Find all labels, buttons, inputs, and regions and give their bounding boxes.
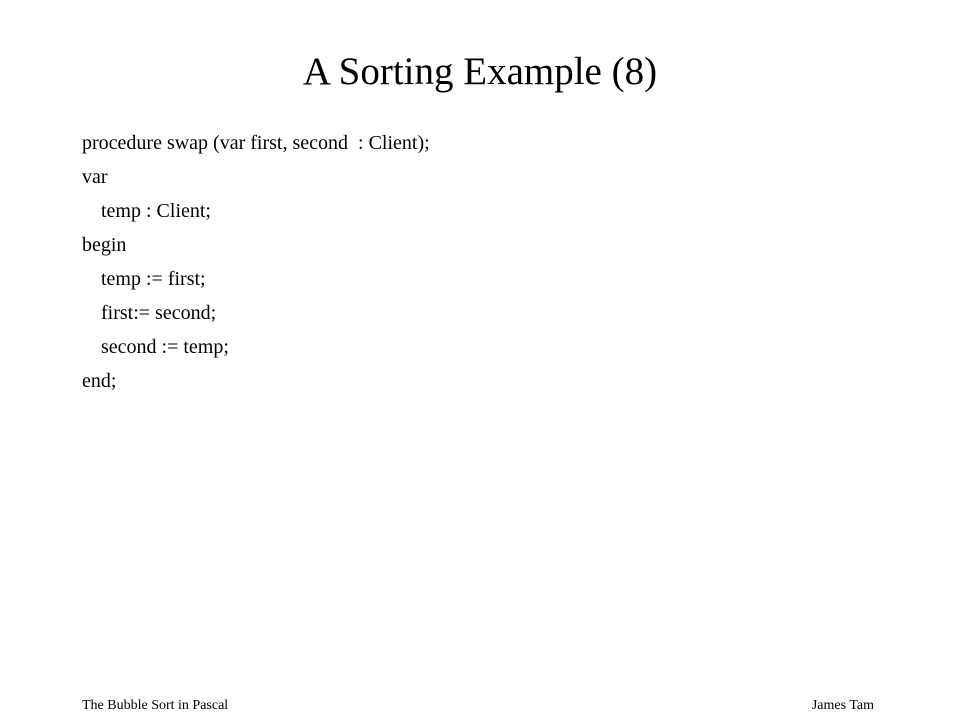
footer-author: James Tam (811, 698, 874, 713)
code-line-second-assign: second := temp; (101, 336, 229, 358)
code-line-first-assign: first:= second; (101, 302, 217, 324)
code-line-end: end; (82, 370, 117, 392)
code-line-begin: begin (82, 234, 127, 256)
code-line-temp-assign: temp := first; (101, 268, 206, 290)
code-line-var: var (82, 166, 108, 188)
code-block (82, 126, 430, 398)
code-line-temp-decl: temp : Client; (101, 200, 211, 222)
footer-course-title: The Bubble Sort in Pascal (82, 698, 229, 713)
slide-title: A Sorting Example (8) (302, 50, 658, 93)
code-line-procedure: procedure swap (var first, second : Client); (82, 132, 430, 154)
